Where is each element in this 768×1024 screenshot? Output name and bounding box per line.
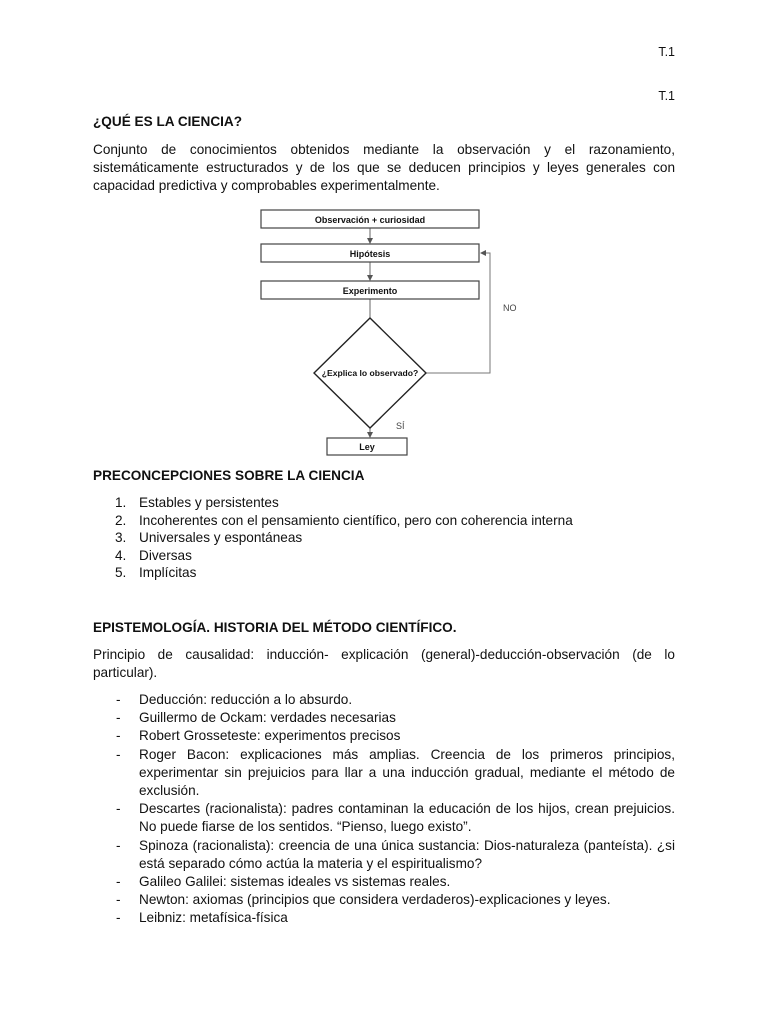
history-list	[93, 691, 675, 928]
section-title-epistemologia: EPISTEMOLOGÍA. HISTORIA DEL MÉTODO CIENTÍFICO.	[93, 620, 457, 635]
no-label: NO	[503, 303, 517, 313]
list-item	[93, 494, 675, 512]
list-item	[93, 709, 675, 727]
list-item	[93, 746, 675, 801]
list-item	[93, 691, 675, 709]
list-item	[93, 837, 675, 873]
list-item-number: 4.	[115, 547, 127, 563]
dash-bullet: -	[116, 892, 121, 908]
header-page-code-top: T.1	[658, 45, 675, 59]
dash-bullet: -	[116, 874, 121, 890]
dash-bullet: -	[116, 746, 121, 762]
list-item-text: Roger Bacon: explicaciones más amplias. Creencia de los primeros principios, experimentar sin prejuicios para llar a una inducción gradual, mediante el método de exclusión.	[139, 746, 675, 799]
list-item-text: Diversas	[139, 547, 192, 563]
box-hipotesis-label: Hipótesis	[349, 249, 391, 259]
list-item-number: 1.	[115, 495, 127, 510]
dash-bullet: -	[116, 728, 121, 744]
box-experimento-label: Experimento	[342, 286, 398, 296]
list-item-number: 2.	[115, 512, 127, 528]
list-item-text: Universales y espontáneas	[139, 530, 303, 546]
dash-bullet: -	[116, 692, 121, 707]
arrow-no-loop	[426, 253, 490, 373]
list-item	[93, 529, 675, 547]
definition-paragraph: Conjunto de conocimientos obtenidos mediante la observación y el razonamiento, sistemáticamente estructurados y de los que se deducen principios y leyes generales con capacidad predictiva y comprobables experimentalmente.	[93, 142, 675, 193]
dash-bullet: -	[116, 910, 121, 926]
scientific-method-flowchart	[0, 0, 768, 470]
list-item-number: 3.	[115, 530, 127, 546]
list-item-text: Implícitas	[139, 565, 197, 581]
list-item-text: Leibniz: metafísica-física	[139, 910, 288, 926]
list-item	[93, 564, 675, 582]
list-item-text: Incoherentes con el pensamiento científico, pero con coherencia interna	[139, 512, 573, 528]
yes-label: SÍ	[396, 421, 405, 431]
list-item-number: 5.	[115, 565, 127, 581]
list-item-text: Deducción: reducción a lo absurdo.	[139, 692, 353, 707]
list-item	[93, 873, 675, 891]
list-item	[93, 891, 675, 909]
section-title-preconcepciones: PRECONCEPCIONES SOBRE LA CIENCIA	[93, 468, 365, 483]
section-title-que-es-la-ciencia: ¿QUÉ ES LA CIENCIA?	[93, 114, 243, 129]
dash-bullet: -	[116, 710, 121, 726]
list-item-text: Newton: axiomas (principios que considera verdaderos)-explicaciones y leyes.	[139, 892, 611, 908]
box-ley-label: Ley	[359, 442, 375, 452]
preconceptions-list	[93, 494, 675, 582]
list-item	[93, 909, 675, 927]
list-item	[93, 512, 675, 530]
dash-bullet: -	[116, 837, 121, 853]
header-page-code: T.1	[658, 89, 675, 103]
list-item-text: Descartes (racionalista): padres contaminan la educación de los hijos, crean prejuicios. No puede fiarse de los sentidos. “Pienso, luego existo”.	[139, 801, 675, 835]
dash-bullet: -	[116, 801, 121, 817]
decision-label: ¿Explica lo observado?	[321, 368, 419, 378]
list-item	[93, 800, 675, 836]
list-item-text: Spinoza (racionalista): creencia de una única sustancia: Dios-naturaleza (panteísta). ¿si está separado cómo actúa la materia y el espiritualismo?	[139, 837, 675, 871]
causality-paragraph: Principio de causalidad: inducción- explicación (general)-deducción-observación (de lo particular).	[93, 647, 675, 680]
list-item-text: Galileo Galilei: sistemas ideales vs sistemas reales.	[139, 874, 451, 890]
box-observacion-label: Observación + curiosidad	[314, 215, 426, 225]
list-item-text: Guillermo de Ockam: verdades necesarias	[139, 710, 396, 726]
list-item	[93, 727, 675, 745]
list-item-text: Robert Grosseteste: experimentos precisos	[139, 728, 401, 744]
list-item	[93, 547, 675, 565]
list-item-text: Estables y persistentes	[139, 495, 279, 510]
